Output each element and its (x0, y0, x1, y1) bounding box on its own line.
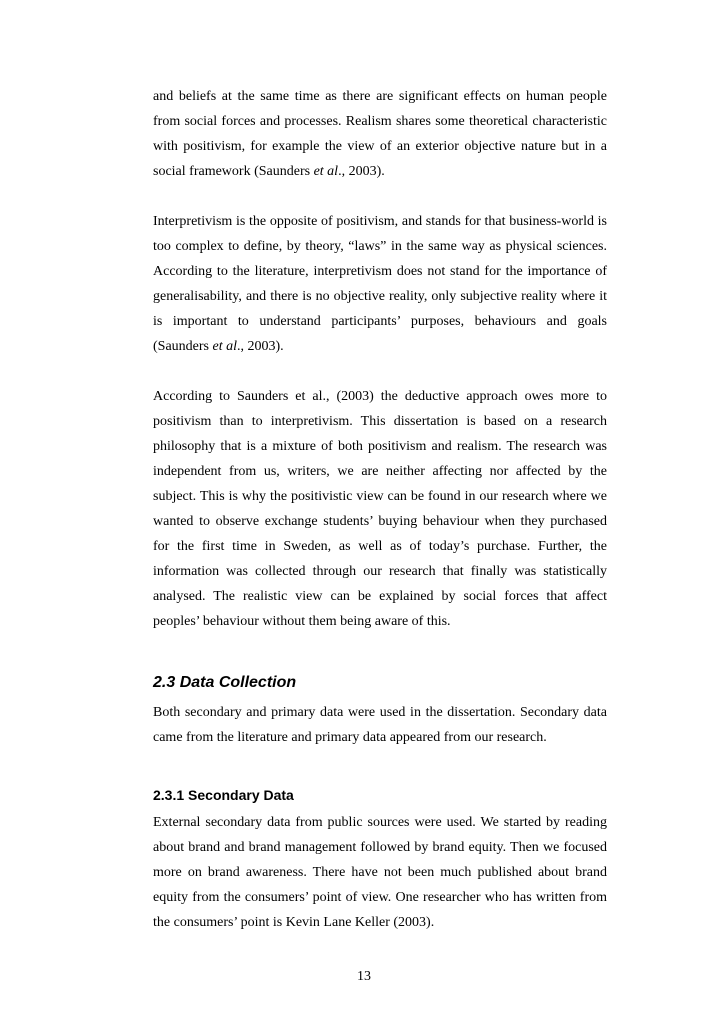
paragraph-deductive-approach: According to Saunders et al., (2003) the deductive approach owes more to positivism than to interpretivism. This dissertation is based on a research philosophy that is a mixture of both positivism and realism. The research was independent from us, writers, we are neither affecting nor affected by the subject. This is why the positivistic view can be found in our research where we wanted to observe exchange students’ buying behaviour when they purchased for the first time in Sweden, as well as of today’s purchase. Further, the information was collected through our research that finally was statistically analysed. The realistic view can be explained by social forces that affect peoples’ behaviour without them being aware of this. (153, 389, 607, 629)
paragraph-data-collection: Both secondary and primary data were used in the dissertation. Secondary data came from the literature and primary data appeared from our research. (153, 705, 607, 745)
citation-et-al: et al (313, 164, 339, 179)
paragraph-realism (153, 84, 607, 184)
paragraph-realism-citation-end: ., 2003). (338, 164, 385, 179)
paragraph-secondary-data: External secondary data from public sources were used. We started by reading about brand and brand management followed by brand equity. Then we focused more on brand awareness. There have not been much published about brand equity from the consumers’ point of view. One researcher who has written from the consumers’ point is Kevin Lane Keller (2003). (153, 815, 607, 930)
paragraph-interpretivism-citation-end: ., 2003). (237, 339, 284, 354)
citation-et-al: et al (212, 339, 237, 354)
subsection-heading-secondary-data: 2.3.1 Secondary Data (153, 787, 294, 803)
paragraph-interpretivism (153, 209, 607, 359)
paragraph-interpretivism-text: Interpretivism is the opposite of positivism, and stands for that business-world is too complex to define, by theory, “laws” in the same way as physical sciences. According to the literature, interpretivism does not stand for the importance of generalisability, and there is no objective reality, only subjective reality where it is important to understand participants’ purposes, behaviours and goals (Saunders (153, 214, 607, 354)
paragraph-realism-text: and beliefs at the same time as there are significant effects on human people from social forces and processes. Realism shares some theoretical characteristic with positivism, for example the view of an exterior objective nature but in a social framework (Saunders (153, 89, 607, 179)
document-page (153, 84, 607, 935)
page-number: 13 (357, 969, 371, 984)
section-heading-data-collection: 2.3 Data Collection (153, 674, 297, 691)
